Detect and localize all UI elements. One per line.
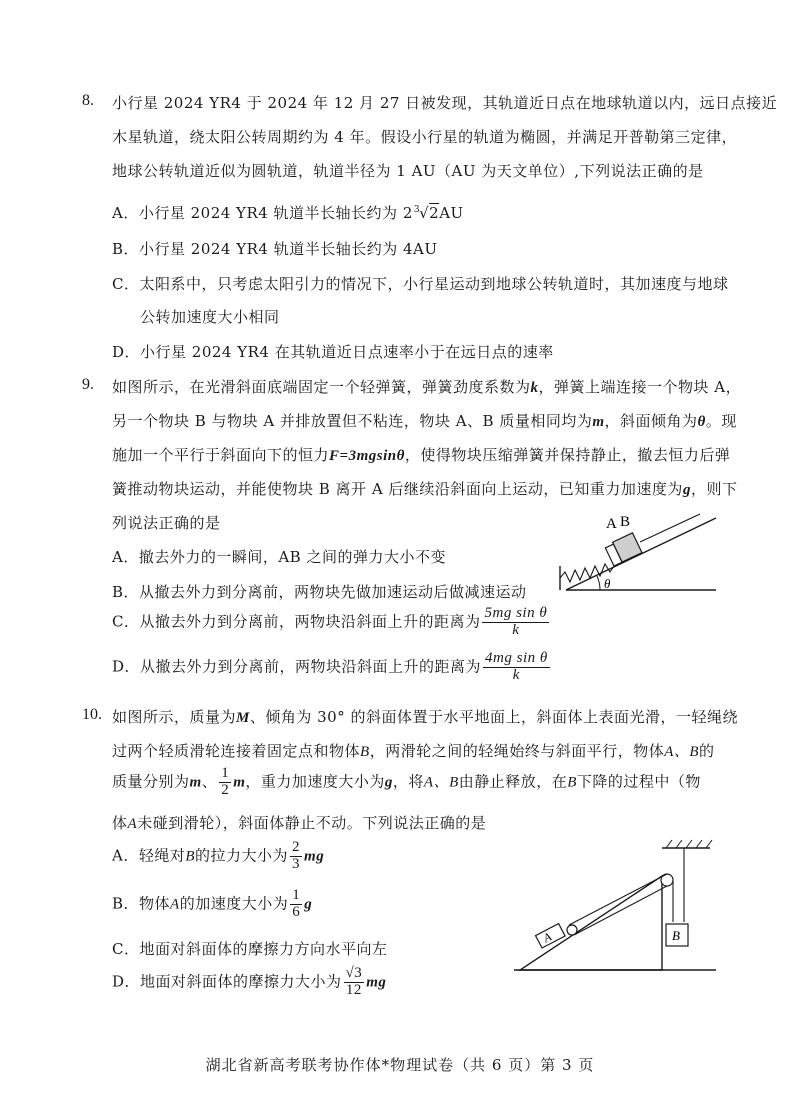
q10-line2-text: 过两个轻质滑轮连接着固定点和物体: [112, 742, 361, 760]
q10-option-b-var-A: A: [170, 896, 180, 913]
q10-option-b-denominator: 6: [292, 903, 301, 920]
q9-angle-arc: [597, 576, 600, 590]
q10-option-c: C．地面对斜面体的摩擦力方向水平向左: [112, 940, 388, 958]
q9-option-d-text: D．从撤去外力到分离前，两物块沿斜面上升的距离为: [112, 657, 482, 676]
q10-option-b-text: B．物体: [112, 894, 171, 913]
q9-line2-text: 另一个物块 B 与物块 A 并排放置但不粘连，物块 A、B 质量相同均为: [112, 412, 593, 430]
q10-option-a-mg: mg: [304, 848, 325, 865]
q10-line3-text-c: ，重力加速度大小为: [245, 772, 385, 791]
q8-stem-line1: 小行星 2024 YR4 于 2024 年 12 月 27 日被发现，其轨道近日点在地球轨道以内，远日点接近: [112, 94, 778, 112]
q9-var-g: g: [682, 482, 691, 498]
q10-var-m: m: [189, 774, 202, 791]
q10-wedge-figure: [512, 836, 718, 976]
q10-line3-text-d: ，将: [392, 772, 424, 791]
q9-var-theta: θ: [697, 414, 706, 430]
page-footer: 湖北省新高考联考协作体*物理试卷（共 6 页）第 3 页: [205, 1056, 595, 1074]
q9-line3-text: 施加一个平行于斜面向下的恒力: [112, 446, 330, 464]
q10-option-d-denominator: 12: [345, 981, 362, 998]
q9-line2-text-b: ，斜面倾角为: [604, 412, 698, 430]
q8-option-a-radicand: 2: [429, 204, 440, 222]
q10-line4-text-b: 未碰到滑轮），斜面体静止不动。下列说法正确的是: [137, 814, 487, 832]
q10-half-fraction: [219, 766, 231, 799]
q10-var-A: A: [127, 816, 138, 832]
q10-option-b-fraction: [290, 888, 302, 921]
q8-option-d: D．小行星 2024 YR4 在其轨道近日点速率小于在远日点的速率: [112, 343, 554, 361]
q9-option-c-denominator: k: [512, 621, 520, 638]
q8-option-a-root-index: 3: [413, 205, 421, 215]
q10-stem-line3: [112, 766, 701, 799]
q9-line3-text-b: ，使得物块压缩弹簧并保持静止，撤去恒力后弹: [404, 446, 731, 464]
q10-var-AB2: A、B: [423, 774, 459, 791]
q9-line4-text-b: ，则下: [690, 480, 738, 498]
q9-stem-line2: [112, 410, 737, 431]
q9-line1-text: 如图所示，在光滑斜面底端固定一个轻弹簧，弹簧劲度系数为: [112, 378, 531, 396]
q10-option-b-g: g: [304, 896, 313, 913]
q9-option-d-fraction: [483, 651, 550, 684]
q9-stem-line1: [112, 376, 741, 397]
q10-moving-pulley: [567, 925, 577, 935]
q9-line4-text: 簧推动物块运动，并能使物块 B 离开 A 后继续沿斜面向上运动，已知重力加速度为: [112, 480, 683, 498]
q9-number: 9.: [82, 376, 94, 393]
q9-option-c-text: C．从撤去外力到分离前，两物块沿斜面上升的距离为: [112, 612, 481, 631]
q10-line2-text-c: 的: [699, 742, 715, 760]
q8-option-b: B．小行星 2024 YR4 轨道半长轴长约为 4AU: [112, 240, 438, 258]
q10-half-denominator: 2: [221, 781, 230, 798]
q9-force-arrow-line: [640, 514, 700, 542]
q9-incline-figure: [540, 508, 730, 596]
q9-stem-line4: [112, 478, 737, 499]
q10-var-B: B: [360, 744, 370, 760]
q9-option-c: [112, 606, 551, 639]
q9-line1-text-b: ，弹簧上端连接一个物块 A，: [538, 378, 742, 396]
q10-half-numerator: 1: [221, 765, 230, 781]
q9-var-k: k: [530, 380, 539, 396]
q10-line3-text-e: 由静止释放，在: [458, 772, 568, 791]
q10-line3-text: 质量分别为: [112, 772, 190, 791]
q10-option-d: [112, 966, 386, 999]
q10-block-a-group: [536, 924, 566, 948]
q10-wedge: [520, 876, 662, 970]
q10-rope-upper: [569, 874, 667, 925]
q10-option-b-numerator: 1: [292, 887, 301, 903]
q10-option-a-numerator: 2: [292, 839, 301, 855]
q9-option-b: B．从撤去外力到分离前，两物块先做加速运动后做减速运动: [112, 583, 527, 601]
q10-var-AB: A、B: [664, 744, 700, 760]
q9-fig-label-theta: θ: [604, 576, 611, 591]
q9-force-expr: F=3mgsinθ: [329, 448, 405, 464]
q10-option-a-text2: 的拉力大小为: [195, 846, 289, 865]
q9-fig-label-b: B: [620, 514, 631, 530]
q9-incline-surface: [566, 518, 716, 590]
q10-line1-text-b: 、倾角为 30° 的斜面体置于水平地面上，斜面体上表面光滑，一轻绳绕: [249, 708, 738, 726]
q9-option-a: A．撤去外力的一瞬间，AB 之间的弹力大小不变: [112, 548, 446, 566]
q9-option-c-fraction: [482, 606, 549, 639]
q9-option-d: [112, 651, 552, 684]
q10-line3-text-f: 下降的过程中（物: [576, 772, 701, 791]
q10-line3-sep: 、: [201, 772, 218, 791]
q10-option-a-denominator: 3: [292, 855, 301, 872]
q10-option-b-text2: 的加速度大小为: [179, 894, 289, 913]
q10-ceiling-hatch: [666, 840, 712, 848]
q9-stem-line3: [112, 444, 730, 465]
q9-stem-line5: 列说法正确的是: [112, 514, 221, 532]
q8-stem-line3: 地球公转轨道近似为圆轨道，轨道半径为 1 AU（AU 为天文单位）,下列说法正确的是: [112, 162, 704, 180]
q10-var-g: g: [384, 774, 393, 791]
q10-option-d-numerator: √3: [345, 965, 363, 981]
q10-option-b: [112, 888, 312, 921]
q10-stem-line1: [112, 706, 738, 727]
q8-stem-line2: 木星轨道，绕太阳公转周期约为 4 年。假设小行星的轨道为椭圆，并满足开普勒第三定律，: [112, 128, 738, 146]
q10-option-a: [112, 840, 324, 873]
q9-option-d-denominator: k: [512, 666, 520, 683]
q10-var-M: M: [236, 710, 250, 726]
q9-var-m: m: [592, 414, 605, 430]
q8-option-a: [112, 202, 464, 223]
q10-number: 10.: [82, 706, 102, 723]
q10-option-a-text: A．轻绳对: [112, 846, 186, 865]
sqrt-icon: √: [419, 204, 430, 222]
q8-option-a-unit: AU: [439, 204, 464, 222]
q9-option-c-numerator: 5mg sin θ: [484, 605, 548, 621]
q8-option-c-line2: 公转加速度大小相同: [140, 308, 280, 326]
q10-rope-lower: [574, 886, 667, 935]
q10-line1-text: 如图所示，质量为: [112, 708, 237, 726]
q8-number: 8.: [82, 92, 94, 109]
q10-option-a-fraction: [290, 840, 302, 873]
q10-option-a-var-B: B: [185, 848, 196, 865]
q10-line2-text-b: ，两滑轮之间的轻绳始终与斜面平行，物体: [369, 742, 665, 760]
q10-line4-text: 体: [112, 814, 128, 832]
q10-option-d-mg: mg: [366, 974, 387, 991]
q8-option-a-text: A．小行星 2024 YR4 轨道半长轴长约为 2: [112, 204, 413, 222]
q10-var-B2: B: [567, 774, 577, 791]
q10-stem-line4: [112, 812, 486, 833]
q10-stem-line2: [112, 740, 715, 761]
q10-fig-label-b: B: [672, 928, 680, 943]
q10-var-m2: m: [233, 774, 246, 791]
q10-option-d-fraction: [344, 966, 365, 999]
q8-option-c-line1: C．太阳系中，只考虑太阳引力的情况下，小行星运动到地球公转轨道时，其加速度与地球: [112, 275, 729, 293]
q9-fig-label-a: A: [606, 516, 617, 532]
q9-option-d-numerator: 4mg sin θ: [485, 650, 548, 666]
q10-fig-label-a: A: [540, 929, 554, 946]
q9-blocks: [604, 533, 641, 566]
q9-line2-text-c: 。现: [705, 412, 737, 430]
q10-option-d-text: D．地面对斜面体的摩擦力大小为: [112, 972, 342, 991]
